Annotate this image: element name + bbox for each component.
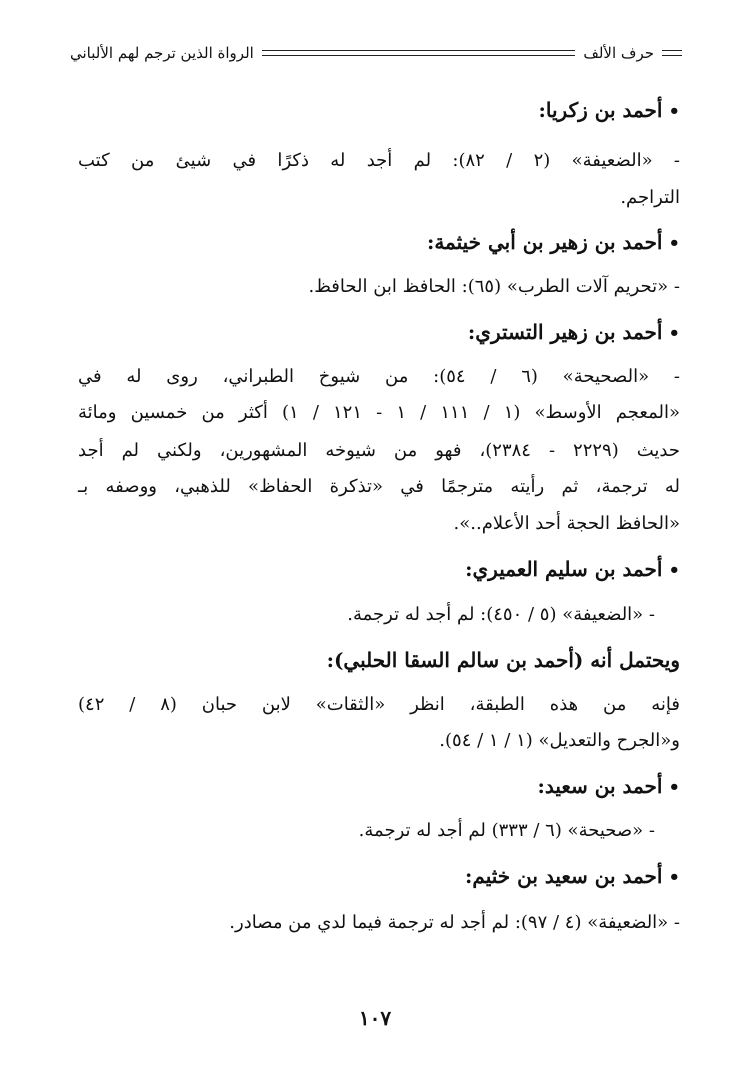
entry-text-line: - «صحيحة» (٦ / ٣٣٣) لم أجد له ترجمة. — [358, 820, 655, 841]
entry-text-line: حديث (٢٢٢٩ - ٢٣٨٤)، فهو من شيوخه المشهورين، ولكني لم أجد — [78, 440, 680, 461]
entry-text-line: فإنه من هذه الطبقة، انظر «الثقات» لابن حبان (٨ / ٤٢) — [78, 694, 680, 715]
entry-title — [427, 230, 680, 254]
entry-title — [465, 864, 680, 888]
page-number: ١٠٧ — [358, 1006, 392, 1030]
entry-text-line: - «الضعيفة» (٥ / ٤٥٠): لم أجد له ترجمة. — [347, 604, 655, 625]
entry-title — [327, 648, 680, 672]
entry-title — [537, 774, 680, 798]
entry-title — [468, 320, 680, 344]
bullet-icon: • — [668, 560, 680, 581]
bullet-icon: • — [668, 777, 680, 798]
entry-text-line: التراجم. — [620, 187, 680, 208]
entry-name: أحمد بن سليم العميري: — [465, 557, 663, 581]
header-rule-long — [262, 50, 576, 56]
running-header — [70, 38, 682, 68]
bullet-icon: • — [668, 323, 680, 344]
bullet-icon: • — [668, 867, 680, 888]
entry-name: أحمد بن زهير التستري: — [467, 320, 663, 344]
entry-name: أحمد بن سعيد بن خثيم: — [465, 864, 663, 888]
entry-name: ويحتمل أنه (أحمد بن سالم السقا الحلبي): — [326, 648, 680, 672]
entry-text-line: له ترجمة، ثم رأيته مترجمًا في «تذكرة الحفاظ» للذهبي، ووصفه بـ — [78, 476, 680, 497]
bullet-icon: • — [668, 233, 680, 254]
entry-title — [465, 557, 680, 581]
entry-title — [539, 98, 680, 122]
header-chapter: حرف الألف — [583, 44, 654, 62]
entry-text-line: «الحافظ الحجة أحد الأعلام..». — [453, 513, 680, 534]
entry-name: أحمد بن زكريا: — [538, 98, 663, 122]
entry-name: أحمد بن سعيد: — [537, 774, 663, 798]
header-rule-short — [662, 50, 682, 56]
entry-name: أحمد بن زهير بن أبي خيثمة: — [426, 230, 663, 254]
entry-text-line: «المعجم الأوسط» (١ / ١١١ / ١ - ١٢١ / ١) أكثر من خمسين ومائة — [78, 402, 680, 423]
entry-text-line: - «الصحيحة» (٦ / ٥٤): من شيوخ الطبراني، روى له في — [78, 366, 680, 387]
bullet-icon: • — [668, 101, 680, 122]
entry-text-line: - «الضعيفة» (٤ / ٩٧): لم أجد له ترجمة فيما لدي من مصادر. — [229, 912, 680, 933]
entry-text-line: و«الجرح والتعديل» (١ / ١ / ٥٤). — [439, 730, 680, 751]
header-book-section: الرواة الذين ترجم لهم الألباني — [70, 44, 254, 62]
entry-text-line: - «تحريم آلات الطرب» (٦٥): الحافظ ابن الحافظ. — [308, 276, 680, 297]
entry-text-line: - «الضعيفة» (٢ / ٨٢): لم أجد له ذكرًا في شيئ من كتب — [78, 150, 680, 171]
